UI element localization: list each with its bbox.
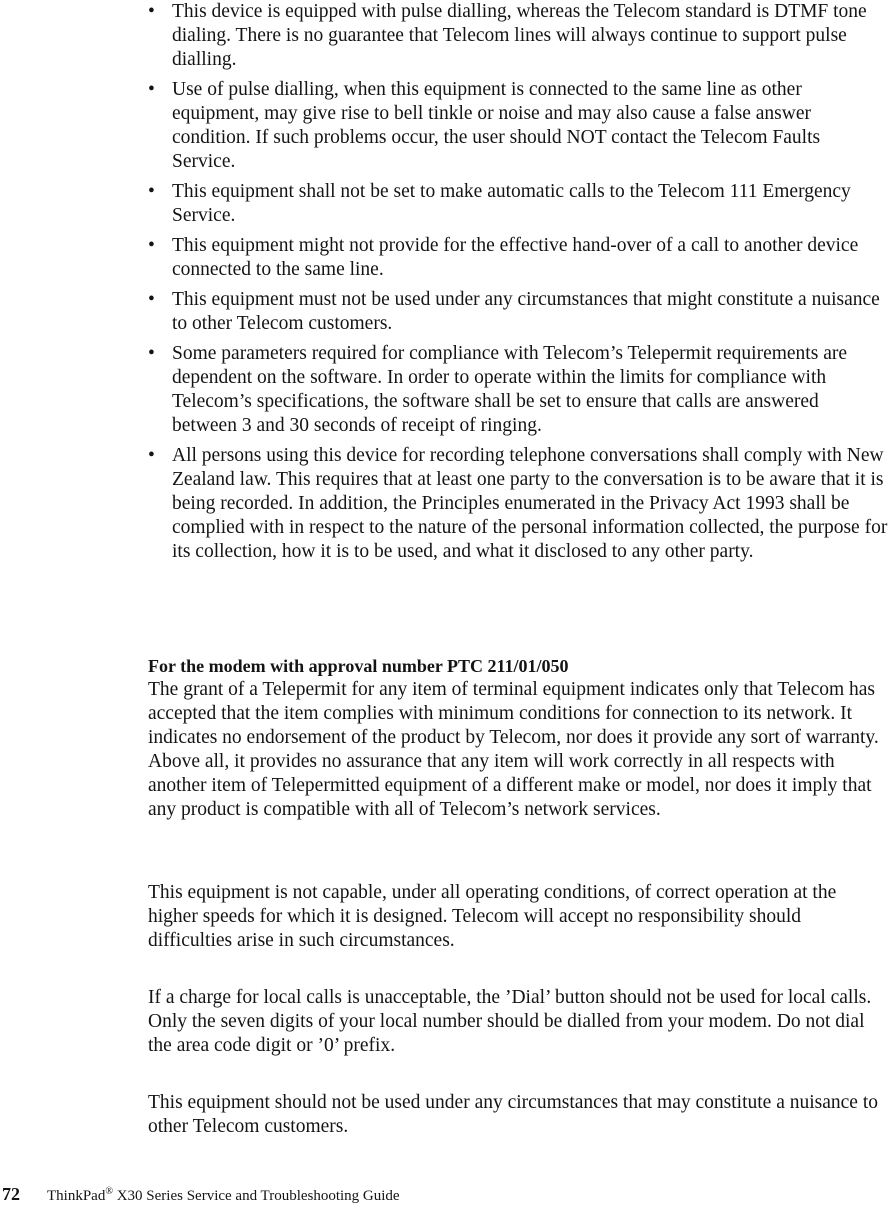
section-heading: For the modem with approval number PTC 211/01/050 <box>148 656 569 676</box>
bullet-text: This device is equipped with pulse dialling, whereas the Telecom standard is DTMF tone dialing. There is no guarantee that Telecom lines will always continue to support pulse dialling. <box>172 1 867 70</box>
list-item <box>148 78 888 174</box>
modem-section <box>148 654 888 822</box>
bullet-text: Use of pulse dialling, when this equipment is connected to the same line as other equipment, may give rise to bell tinkle or noise and may also cause a false answer condition. If such problems occur, the user should NOT contact the Telecom Faults Service. <box>172 79 821 172</box>
list-item <box>148 0 888 72</box>
paragraph-text: This equipment should not be used under any circumstances that may constitute a nuisance to other Telecom customers. <box>148 1092 878 1137</box>
bullet-text: This equipment shall not be set to make automatic calls to the Telecom 111 Emergency Service. <box>172 181 851 226</box>
bullet-marker: • <box>148 445 155 466</box>
list-item <box>148 444 888 564</box>
list-item <box>148 234 888 282</box>
bullet-text: This equipment might not provide for the effective hand-over of a call to another device connected to the same line. <box>172 235 859 280</box>
bullet-marker: • <box>148 1 155 22</box>
paragraph-nuisance <box>148 1091 888 1139</box>
bullet-marker: • <box>148 235 155 256</box>
bullet-text: Some parameters required for compliance with Telecom’s Telepermit requirements are dependent on the software. In order to operate within the limits for compliance with Telecom’s specifications, the software shall be set to ensure that calls are answered between 3 and 30 seconds of receipt of ringing. <box>172 343 847 436</box>
bullet-list <box>148 0 888 570</box>
bullet-text: All persons using this device for recording telephone conversations shall comply with New Zealand law. This requires that at least one party to the conversation is to be aware that it is being recorded. In addition, the Principles enumerated in the Privacy Act 1993 shall be complied with in respect to the nature of the personal information collected, the purpose for its collection, how it is to be used, and what it disclosed to any other party. <box>172 445 888 562</box>
footer-title: X30 Series Service and Troubleshooting Guide <box>112 1188 400 1204</box>
bullet-marker: • <box>148 343 155 364</box>
paragraph-text: If a charge for local calls is unacceptable, the ’Dial’ button should not be used for local calls. Only the seven digits of your local number should be dialled from your modem. Do not dial the area code digit or ’0’ prefix. <box>148 987 872 1056</box>
list-item <box>148 288 888 336</box>
bullet-text: This equipment must not be used under any circumstances that might constitute a nuisance to other Telecom customers. <box>172 289 880 334</box>
list-item <box>148 180 888 228</box>
trademark-symbol: ® <box>105 1186 113 1197</box>
bullet-marker: • <box>148 289 155 310</box>
paragraph-local-calls <box>148 986 888 1058</box>
paragraph-telepermit-grant: The grant of a Telepermit for any item of terminal equipment indicates only that Telecom has accepted that the item complies with minimum conditions for connection to its network. It indicates no endorsement of the product by Telecom, nor does it provide any sort of warranty. Above all, it provides no assurance that any item will work correctly in all respects with another item of Telepermitted equipment of a different make or model, nor does it imply that any product is compatible with all of Telecom’s network services. <box>148 679 879 820</box>
paragraph-text: This equipment is not capable, under all operating conditions, of correct operation at the higher speeds for which it is designed. Telecom will accept no responsibility should difficulties arise in such circumstances. <box>148 882 837 951</box>
page-number: 72 <box>2 1184 20 1204</box>
paragraph-speed <box>148 881 888 953</box>
list-item <box>148 342 888 438</box>
footer-brand: ThinkPad <box>47 1188 106 1204</box>
bullet-marker: • <box>148 79 155 100</box>
bullet-marker: • <box>148 181 155 202</box>
